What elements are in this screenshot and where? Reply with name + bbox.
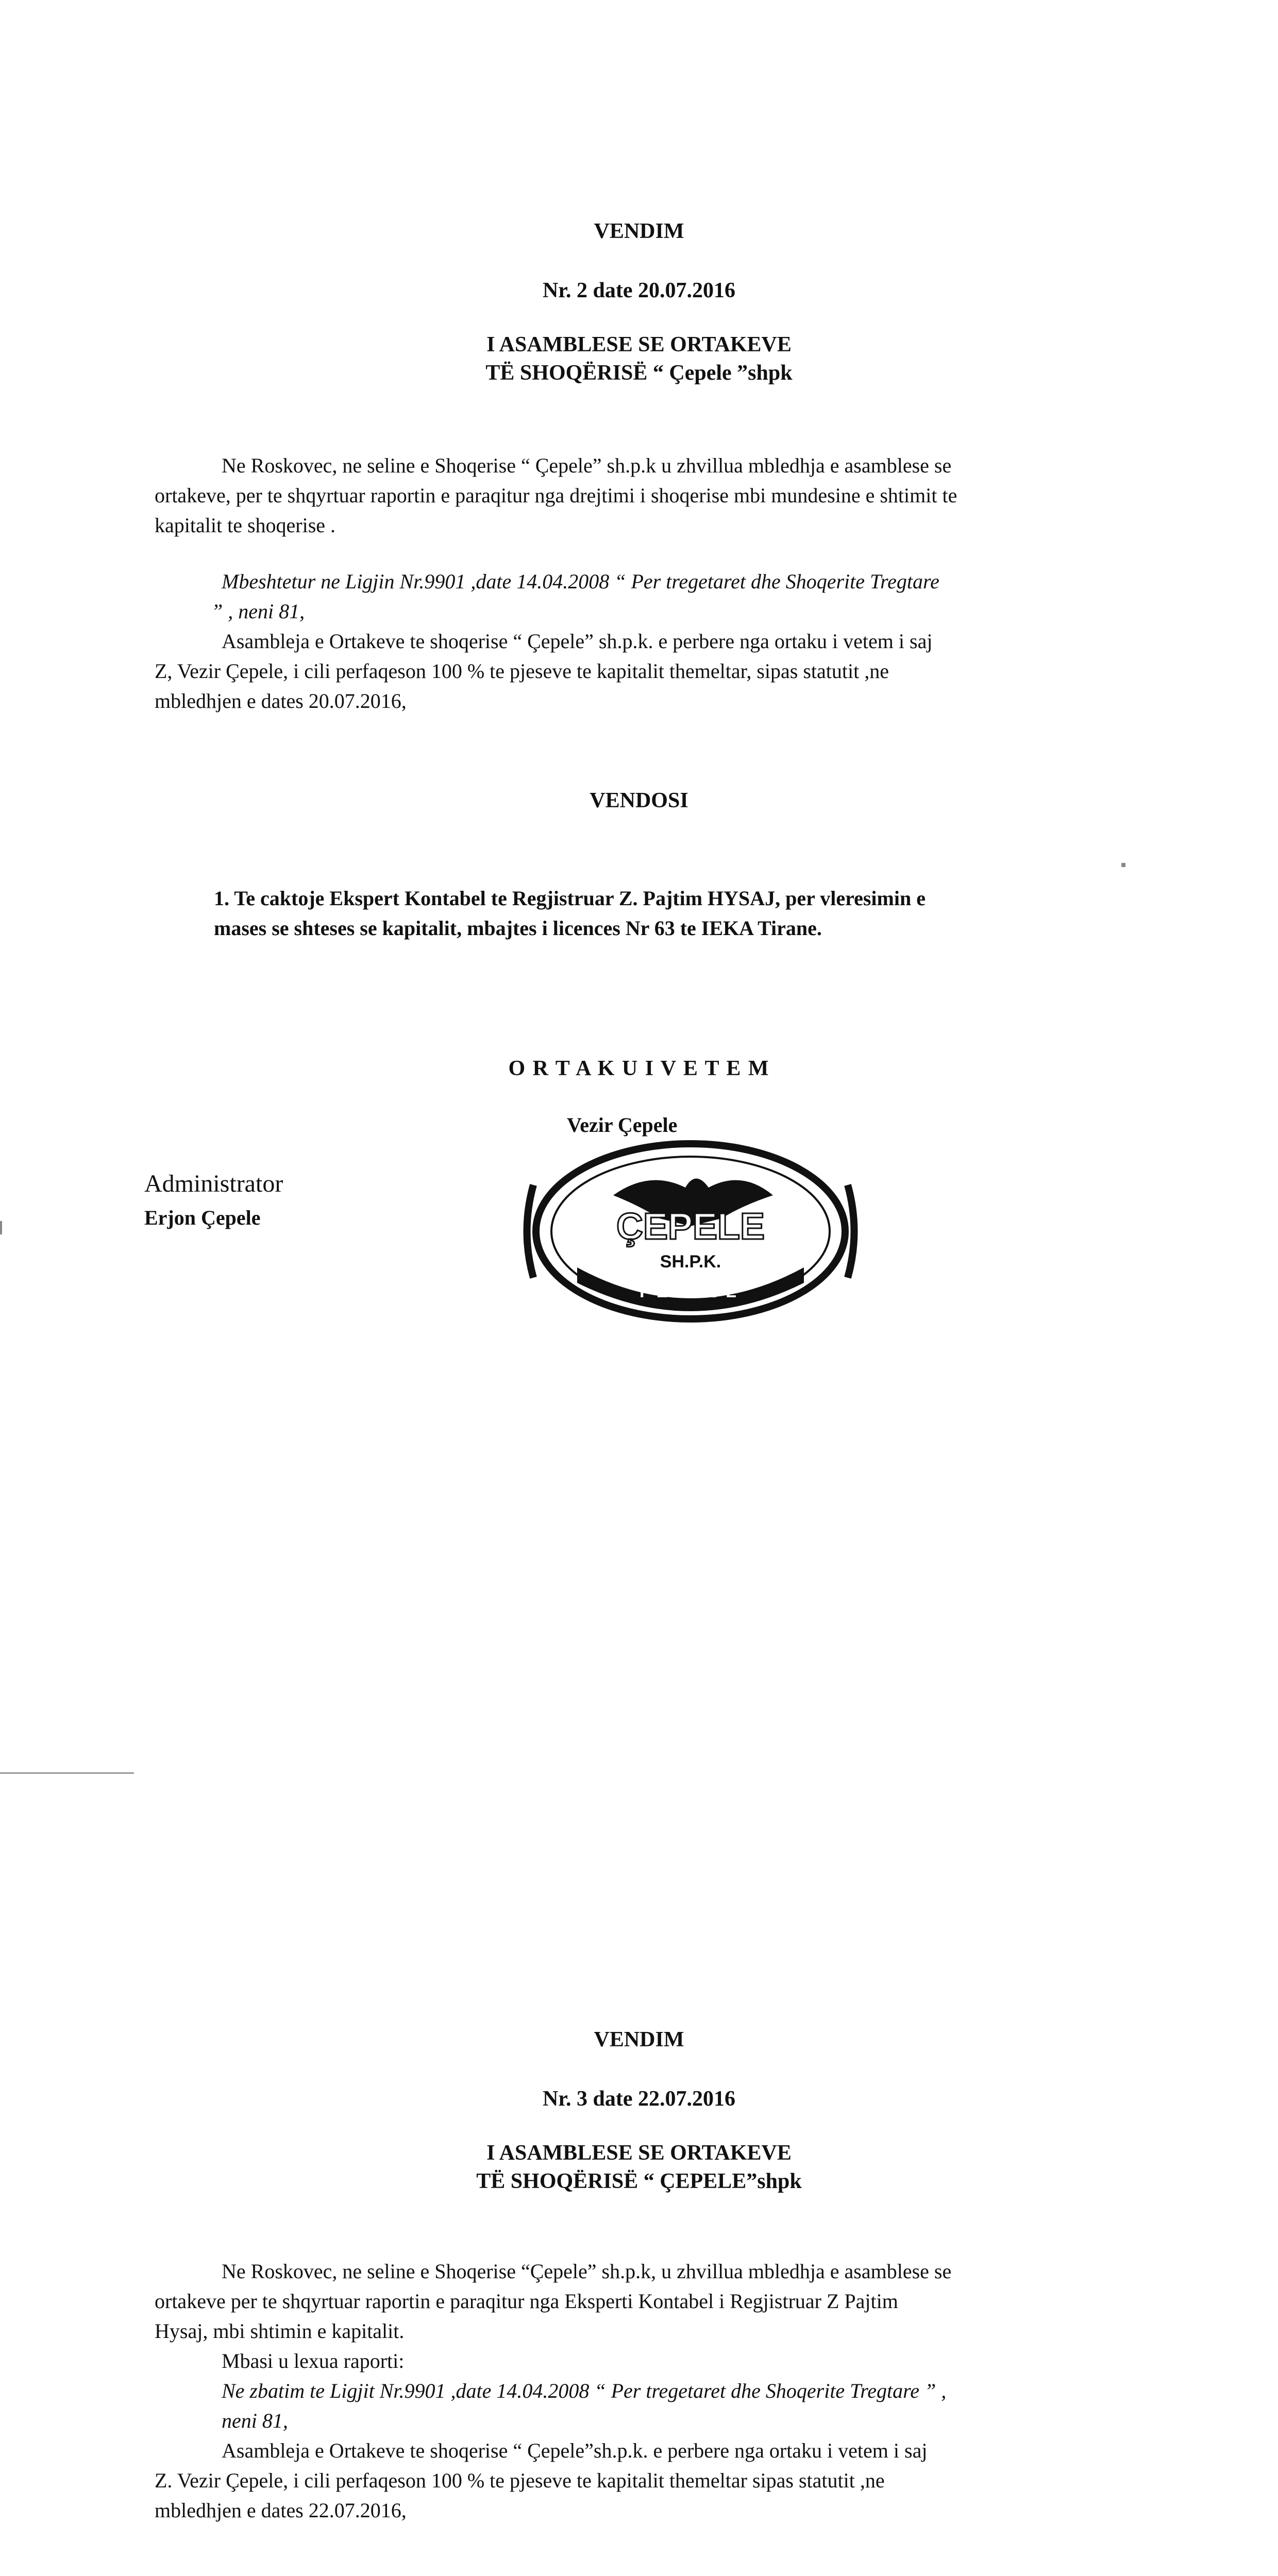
decision-title: VENDIM [594, 2028, 684, 2052]
paragraph-line: mbledhjen e dates 22.07.2016, [155, 2499, 407, 2522]
margin-mark [1121, 863, 1125, 867]
decision-number: Nr. 2 date 20.07.2016 [542, 279, 736, 302]
page-divider [0, 1772, 134, 1774]
partner-name: Vezir Çepele [567, 1113, 678, 1137]
partner-title: O R T A K U I V E T E M [508, 1057, 770, 1080]
stamp-name: ÇEPELE [616, 1206, 765, 1247]
paragraph-line: Z. Vezir Çepele, i cili perfaqeson 100 % te pjeseve te kapitalit themeltar sipas statutit ,ne [155, 2469, 885, 2492]
paragraph-line: kapitalit te shoqerise . [155, 514, 336, 537]
legal-basis: Mbeshtetur ne Ligjin Nr.9901 ,date 14.04.2008 “ Per tregetaret dhe Shoqerite Tregtare [222, 570, 939, 593]
decision-title: VENDIM [594, 219, 684, 243]
paragraph-line: ortakeve, per te shqyrtuar raportin e paraqitur nga drejtimi i shoqerise mbi mundesine e shtimit te [155, 484, 957, 507]
decision-item: mases se shteses se kapitalit, mbajtes i licences Nr 63 te IEKA Tirane. [214, 917, 822, 940]
paragraph-line: Ne Roskovec, ne seline e Shoqerise “ Çepele” sh.p.k u zhvillua mbledhja e asamblese se [222, 454, 952, 477]
assembly-line-2: TË SHOQËRISË “ Çepele ”shpk [485, 361, 793, 385]
legal-basis: Ne zbatim te Ligjit Nr.9901 ,date 14.04.2008 “ Per tregetaret dhe Shoqerite Tregtare ” , [222, 2379, 947, 2402]
stamp-sub: PETROL [640, 1282, 742, 1301]
paragraph-line: Asambleja e Ortakeve te shoqerise “ Çepele” sh.p.k. e perbere nga ortaku i vetem i saj [222, 630, 933, 653]
legal-basis: ” , neni 81, [211, 600, 305, 623]
vendosi-heading: VENDOSI [590, 789, 688, 812]
assembly-line-2: TË SHOQËRISË “ ÇEPELE”shpk [476, 2170, 802, 2193]
legal-basis: neni 81, [222, 2409, 288, 2432]
assembly-line-1: I ASAMBLESE SE ORTAKEVE [486, 2141, 792, 2165]
decision-item: 1. Te caktoje Ekspert Kontabel te Regjistruar Z. Pajtim HYSAJ, per vleresimin e [214, 887, 926, 910]
paragraph-line: mbledhjen e dates 20.07.2016, [155, 689, 407, 713]
assembly-line-1: I ASAMBLESE SE ORTAKEVE [486, 333, 792, 357]
stamp-type: SH.P.K. [660, 1252, 721, 1272]
administrator-name: Erjon Çepele [144, 1206, 261, 1229]
paragraph-line: Hysaj, mbi shtimin e kapitalit. [155, 2319, 405, 2343]
paragraph-line: Asambleja e Ortakeve te shoqerise “ Çepele”sh.p.k. e perbere nga ortaku i vetem i saj [222, 2439, 928, 2462]
paragraph-line: Z, Vezir Çepele, i cili perfaqeson 100 % te pjeseve te kapitalit themeltar, sipas statutit ,ne [155, 659, 889, 683]
paragraph-line: Ne Roskovec, ne seline e Shoqerise “Çepele” sh.p.k, u zhvillua mbledhja e asamblese se [222, 2260, 952, 2283]
administrator-label: Administrator [144, 1170, 283, 1197]
paragraph-line: Mbasi u lexua raporti: [222, 2349, 405, 2372]
margin-mark [0, 1221, 2, 1234]
paragraph-line: ortakeve per te shqyrtuar raportin e paraqitur nga Eksperti Kontabel i Regjistruar Z Pajtim [155, 2290, 898, 2313]
decision-number: Nr. 3 date 22.07.2016 [542, 2087, 736, 2111]
